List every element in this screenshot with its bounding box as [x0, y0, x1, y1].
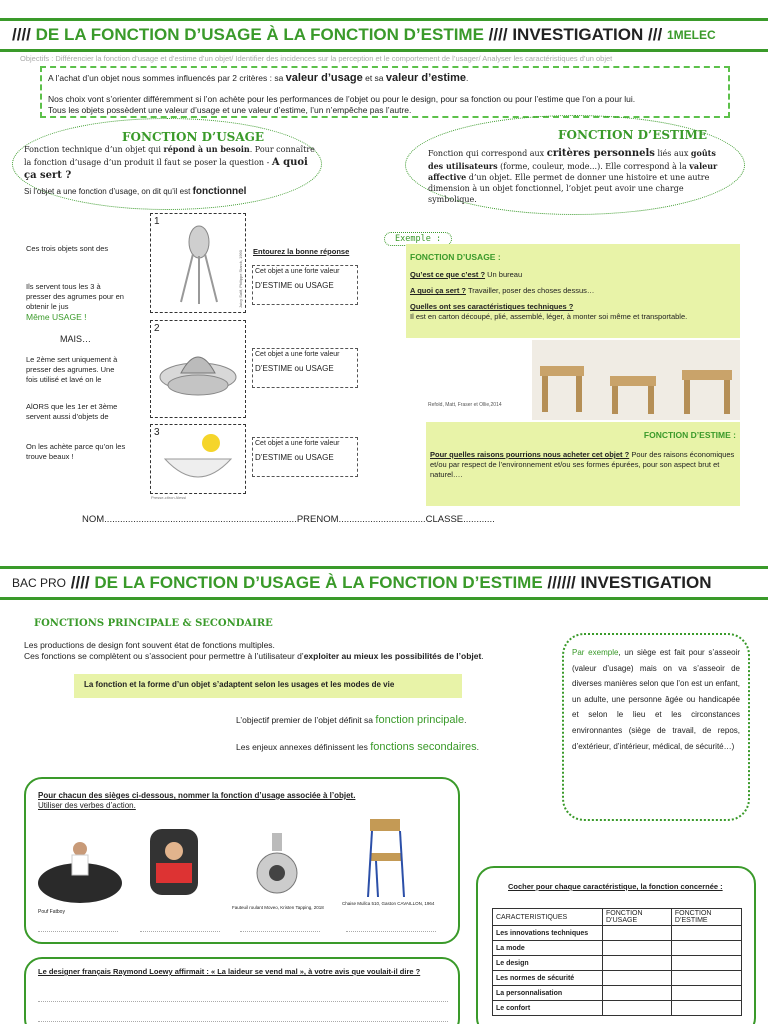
- objectif-line: Objectifs : Différencier la fonction d’usage et d’estime d’un objet/ Identifier des incidences sur la perception et le comportement de l’usager/ Analyser les caractéristiques d’un objet: [20, 54, 613, 63]
- objectif-principal: L’objectif premier de l’objet définit sa fonction principale.: [236, 714, 467, 726]
- loewy-answer-line-1[interactable]: [38, 1001, 448, 1002]
- answer-line-2[interactable]: [140, 931, 220, 932]
- loewy-answer-line-2[interactable]: [38, 1021, 448, 1022]
- check-usage-cell[interactable]: [603, 1001, 672, 1016]
- exemple-estime-panel: FONCTION D’ESTIME : Pour quelles raisons pourrions nous acheter cet objet ? Pour des raisons économiques et/ou par respect de l’environnement et/ou ses formes épurées, pour son aspect brut et naturel….: [426, 422, 740, 506]
- note-deuxieme: Le 2ème sert uniquement à presser des agrumes. Une fois utilisé et lavé on le: [26, 355, 118, 385]
- table-row: Les innovations techniques: [493, 926, 742, 941]
- note-mais: MAIS…: [60, 334, 92, 344]
- page2-header: BAC PRO //// DE LA FONCTION D’USAGE À LA FONCTION D’ESTIME ////// INVESTIGATION: [0, 566, 768, 600]
- check-usage-cell[interactable]: [603, 941, 672, 956]
- check-estime-cell[interactable]: [671, 971, 741, 986]
- answer-box-2[interactable]: Cet objet a une forte valeur D’ESTIME ou USAGE: [252, 348, 358, 388]
- enjeux-secondaires: Les enjeux annexes définissent les fonctions secondaires.: [236, 741, 479, 753]
- cardboard-desk-icon: [532, 340, 740, 420]
- juicer-image-2: 2: [150, 320, 246, 418]
- mullca-chair-icon: [356, 815, 416, 901]
- juicer-image-3: 3 Presse-citron Alessi: [150, 424, 246, 494]
- car-seat-icon: [136, 823, 212, 905]
- table-header-row: CARACTERISTIQUES FONCTION D’USAGE FONCTION D’ESTIME: [493, 909, 742, 926]
- usage-definition: Fonction technique d’un objet qui répond à un besoin. Pour connaître la fonction d’usage d’un produit il faut se poser la question - A quoi ça sert ? Si l’objet a une fonction d’usage, on dit qu’il est fonctionnel: [24, 144, 315, 197]
- answer-line-4[interactable]: [346, 931, 436, 932]
- loewy-panel: Le designer français Raymond Loewy affirmait : « La laideur se vend mal », à votre avis que voulait-il dire ?: [24, 957, 460, 1024]
- entourez-label: Entourez la bonne réponse: [253, 247, 350, 256]
- table-row: Les normes de sécurité: [493, 971, 742, 986]
- citrus-press-icon: [151, 321, 245, 417]
- wheelchair-icon: [222, 829, 332, 899]
- table-row: Le design: [493, 956, 742, 971]
- fatboy-icon: [32, 835, 126, 907]
- check-estime-cell[interactable]: [671, 941, 741, 956]
- check-estime-cell[interactable]: [671, 986, 741, 1001]
- usage-title: FONCTION D’USAGE: [122, 130, 265, 144]
- note-alors: AlORS que les 1er et 3ème servent aussi d’objets de: [26, 402, 118, 422]
- name-fields[interactable]: NOM.........................................................................PRENOM.................................CLASSE............: [82, 514, 495, 525]
- desk-credit: Refold, Matt, Fraser et Ollie,2014: [428, 402, 502, 408]
- intro-box: A l’achat d’un objet nous sommes influencés par 2 critères : sa valeur d’usage et sa valeur d’estime. Nos choix vont s’orienter différemment si l’on achète pour les performances de l’objet ou pour le design, pour sa fonction ou pour l’estime que l’on a pour lui. Tous les objets possèdent une valeur d’usage et une valeur d’estime, l’un n’empêche pas l’autre.: [40, 66, 730, 118]
- desk-photo: [532, 340, 740, 420]
- section-title: FONCTIONS PRINCIPALE & SECONDAIRE: [34, 618, 273, 629]
- table-panel: Cocher pour chaque caractéristique, la fonction concernée : CARACTERISTIQUES FONCTION D’USAGE FONCTION D’ESTIME Les innovations techniques La mode Le design Les normes de sécurité La personnalisation Le confort: [476, 866, 756, 1024]
- page1-title: DE LA FONCTION D’USAGE À LA FONCTION D’ESTIME: [35, 25, 484, 44]
- table-row: La mode: [493, 941, 742, 956]
- answer-box-1[interactable]: Cet objet a une forte valeur D’ESTIME ou USAGE: [252, 265, 358, 305]
- check-estime-cell[interactable]: [671, 926, 741, 941]
- page2-title: DE LA FONCTION D’USAGE À LA FONCTION D’ESTIME: [94, 573, 543, 592]
- check-usage-cell[interactable]: [603, 926, 672, 941]
- check-usage-cell[interactable]: [603, 986, 672, 1001]
- answer-line-3[interactable]: [240, 931, 320, 932]
- table-row: Le confort: [493, 1001, 742, 1016]
- check-usage-cell[interactable]: [603, 956, 672, 971]
- note-trois-objets: Ces trois objets sont des: [26, 244, 109, 253]
- answer-box-3[interactable]: Cet objet a une forte valeur D’ESTIME ou USAGE: [252, 437, 358, 477]
- check-usage-cell[interactable]: [603, 971, 672, 986]
- exemple-label: Exemple :: [384, 232, 452, 246]
- highlight-box: La fonction et la forme d’un objet s’adaptent selon les usages et les modes de vie: [74, 674, 462, 698]
- sieges-panel: Pour chacun des sièges ci-dessous, nommer la fonction d’usage associée à l’objet. Utiliser des verbes d’action. Pouf Fatboy Fauteuil roulant Moveo, Kristen Tapping, 2018 Chaise Mullca 510, Gaston CAVAILLON, 1964: [24, 777, 460, 944]
- estime-title: FONCTION D’ESTIME: [558, 128, 708, 142]
- check-estime-cell[interactable]: [671, 1001, 741, 1016]
- table-row: La personnalisation: [493, 986, 742, 1001]
- intro-paragraph: Les productions de design font souvent état de fonctions multiples. Ces fonctions se complètent ou s’associent pour permettre à l’utilisateur d’exploiter au mieux les possibilités de l’objet.: [24, 640, 484, 662]
- caracteristiques-table: [492, 908, 742, 1016]
- note-meme-usage: Même USAGE !: [26, 312, 87, 322]
- exemple-usage-panel: FONCTION D’USAGE : Qu’est ce que c’est ? Un bureau A quoi ça sert ? Travailler, poser des choses dessus… Quelles ont ses caractéristiques techniques ? Il est en carton découpé, plié, assemblé, léger, à monter soi même et transportable.: [406, 244, 740, 338]
- note-servent: Ils servent tous les 3 à presser des agrumes pour en obtenir le jus: [26, 282, 124, 312]
- class-label: 1MELEC: [666, 28, 716, 42]
- estime-definition: Fonction qui correspond aux critères personnels liés aux goûts des utilisateurs (forme, couleur, mode...). Elle correspond à la valeur affective d’un objet. Elle permet de donner une histoire et une autre dimension à un objet fonctionnel, l’objet peut avoir une charge symbolique.: [428, 148, 718, 204]
- page1-header: //// DE LA FONCTION D’USAGE À LA FONCTION D’ESTIME //// INVESTIGATION /// 1MELEC: [0, 18, 768, 52]
- note-beaux: On les achète parce qu’on les trouve beaux !: [26, 442, 126, 462]
- juicy-salif-icon: [151, 214, 245, 312]
- answer-line-1[interactable]: [38, 931, 118, 932]
- check-estime-cell[interactable]: [671, 956, 741, 971]
- designer-press-icon: [151, 425, 245, 493]
- example-box: Par exemple, un siège est fait pour s’asseoir (valeur d’usage) mais on va s’asseoir de diverses manières selon que l’on est un enfant, un adulte, une personne âgée ou handicapée et selon le lieu et les circonstances environnantes (siège de travail, de repos, d’extérieur, d’intérieur, médical, de sécurité…): [562, 633, 750, 821]
- juicer-image-1: 1 Juicy Salif, Philippe Starck, 1990: [150, 213, 246, 313]
